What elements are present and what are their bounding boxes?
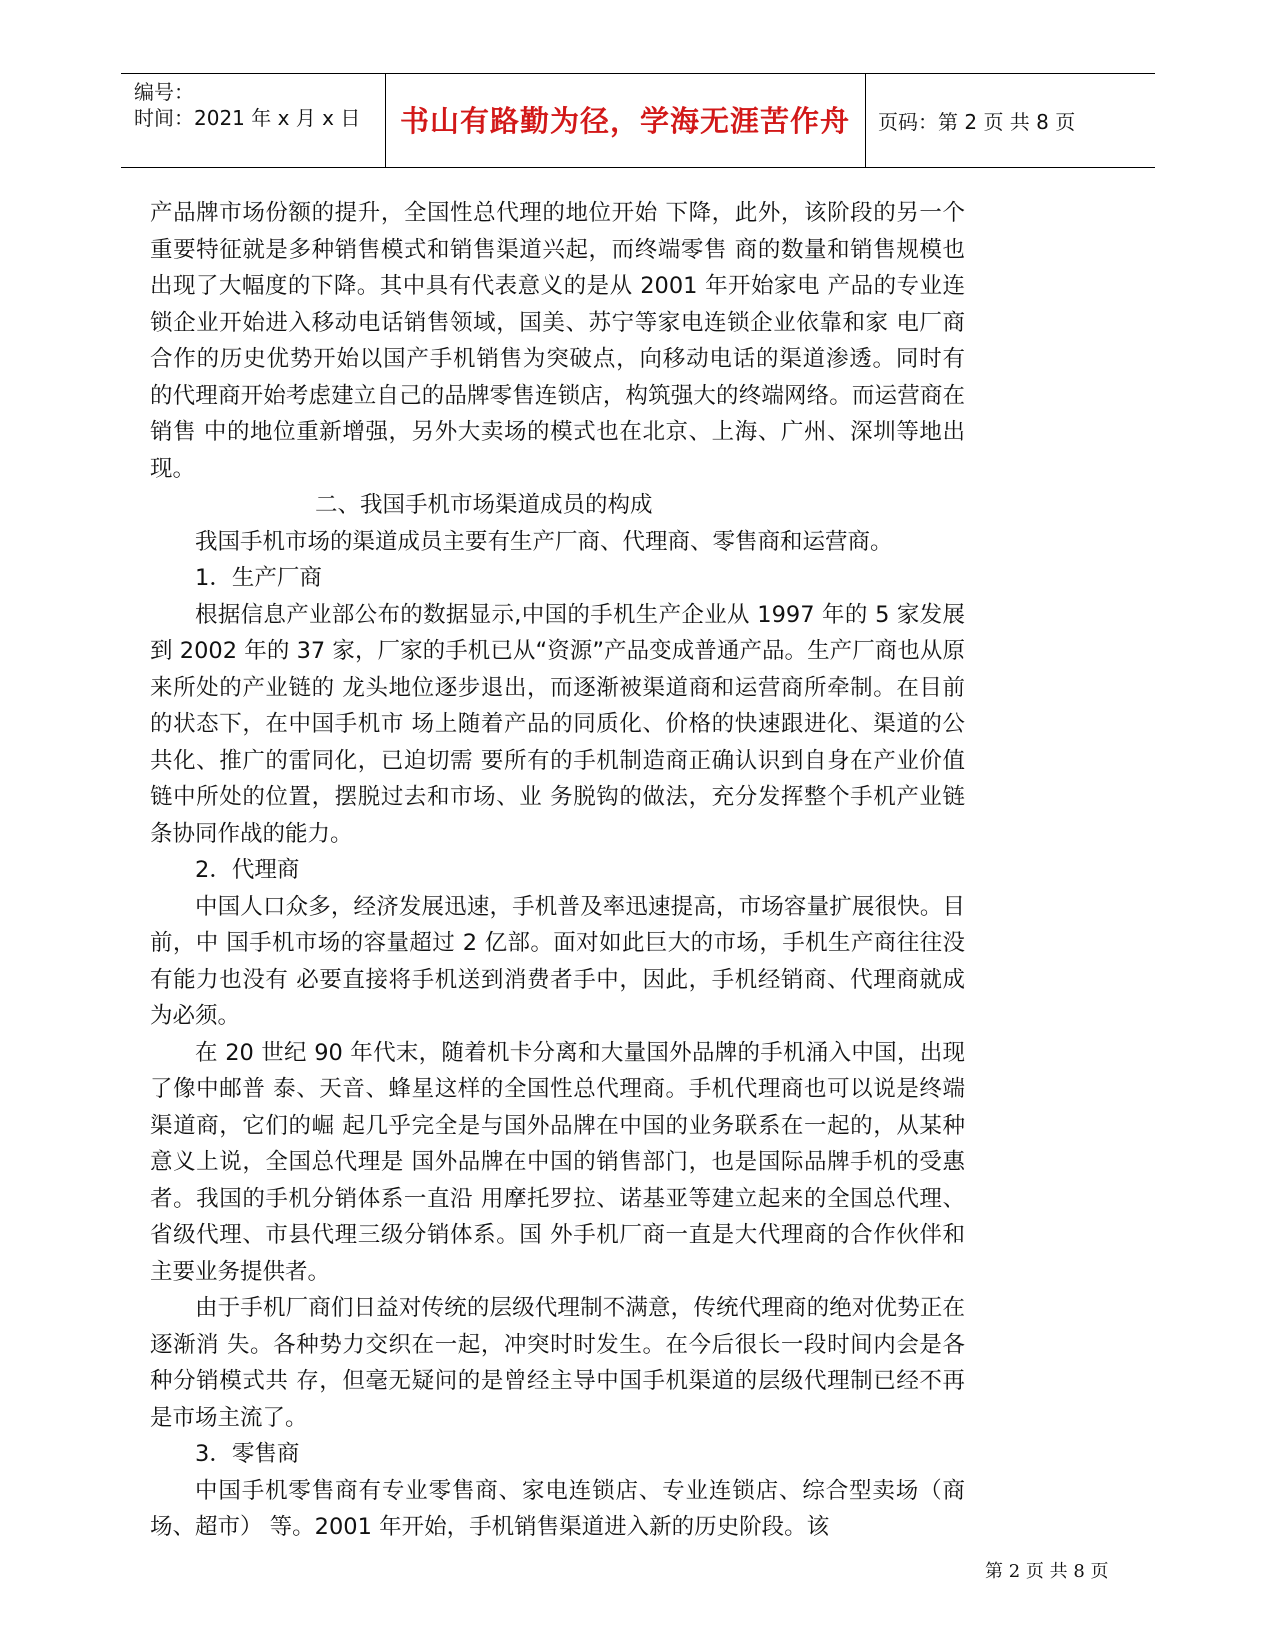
body-paragraph: 在 20 世纪 90 年代末，随着机卡分离和大量国外品牌的手机涌入中国，出现了像中邮普 泰、天音、蜂星这样的全国性总代理商。手机代理商也可以说是终端渠道商，它们的崛 起几乎完全是与国外品牌在中国的业务联系在一起的，从某种意义上说，全国总代理是 国外品牌在中国的销售部门，也是国际品牌手机的受惠者。我国的手机分销体系一直沿 用摩托罗拉、诺基亚等建立起来的全国总代理、省级代理、市县代理三级分销体系。国 外手机厂商一直是大代理商的合作伙伴和主要业务提供者。 [150, 1039, 965, 1285]
header-motto-cell [385, 74, 866, 167]
body-paragraph: 中国人口众多，经济发展迅速，手机普及率迅速提高，市场容量扩展很快。目前，中 国手机市场的容量超过 2 亿部。面对如此巨大的市场，手机生产商往往没有能力也没有 必要直接将手机送到消费者手中，因此，手机经销商、代理商就成为必须。 [150, 893, 965, 1029]
page-header [121, 73, 1155, 168]
body-paragraph: 我国手机市场的渠道成员主要有生产厂商、代理商、零售商和运营商。 [195, 528, 893, 555]
header-page-code: 页码：第 2 页 共 8 页 [878, 110, 1076, 134]
subsection-heading: 2．代理商 [195, 857, 300, 883]
section-heading: 二、我国手机市场渠道成员的构成 [315, 492, 653, 518]
header-motto: 书山有路勤为径，学海无涯苦作舟 [399, 104, 850, 138]
body-paragraph: 由于手机厂商们日益对传统的层级代理制不满意，传统代理商的绝对优势正在逐渐消 失。各种势力交织在一起，冲突时时发生。在今后很长一段时间内会是各种分销模式共 存，但毫无疑问的是曾经主导中国手机渠道的层级代理制已经不再是市场主流了。 [150, 1295, 965, 1431]
page-footer: 第 2 页 共 8 页 [985, 1561, 1109, 1582]
document-date: 时间：2021 年 x 月 x 日 [134, 106, 361, 130]
document-body [150, 195, 965, 1546]
body-paragraph: 中国手机零售商有专业零售商、家电连锁店、专业连锁店、综合型卖场（商场、超市） 等。2001 年开始，手机销售渠道进入新的历史阶段。该 [150, 1477, 965, 1540]
header-page-cell [866, 74, 1155, 167]
header-info-cell [121, 74, 386, 167]
body-paragraph: 产品牌市场份额的提升，全国性总代理的地位开始 下降，此外，该阶段的另一个重要特征就是多种销售模式和销售渠道兴起，而终端零售 商的数量和销售规模也出现了大幅度的下降。其中具有代表意义的是从 2001 年开始家电 产品的专业连锁企业开始进入移动电话销售领域，国美、苏宁等家电连锁企业依靠和家 电厂商合作的历史优势开始以国产手机销售为突破点，向移动电话的渠道渗透。同时有 的代理商开始考虑建立自己的品牌零售连锁店，构筑强大的终端网络。而运营商在销售 中的地位重新增强，另外大卖场的模式也在北京、上海、广州、深圳等地出现。 [150, 200, 965, 482]
body-paragraph: 根据信息产业部公布的数据显示,中国的手机生产企业从 1997 年的 5 家发展到 2002 年的 37 家，厂家的手机已从“资源”产品变成普通产品。生产厂商也从原来所处的产业链的 龙头地位逐步退出，而逐渐被渠道商和运营商所牵制。在目前的状态下，在中国手机市 场上随着产品的同质化、价格的快速跟进化、渠道的公共化、推广的雷同化，已迫切需 要所有的手机制造商正确认识到自身在产业价值链中所处的位置，摆脱过去和市场、业 务脱钩的做法，充分发挥整个手机产业链条协同作战的能力。 [150, 601, 965, 847]
document-number-label: 编号： [134, 80, 194, 104]
subsection-heading: 3．零售商 [195, 1441, 300, 1467]
subsection-heading: 1．生产厂商 [195, 565, 322, 591]
